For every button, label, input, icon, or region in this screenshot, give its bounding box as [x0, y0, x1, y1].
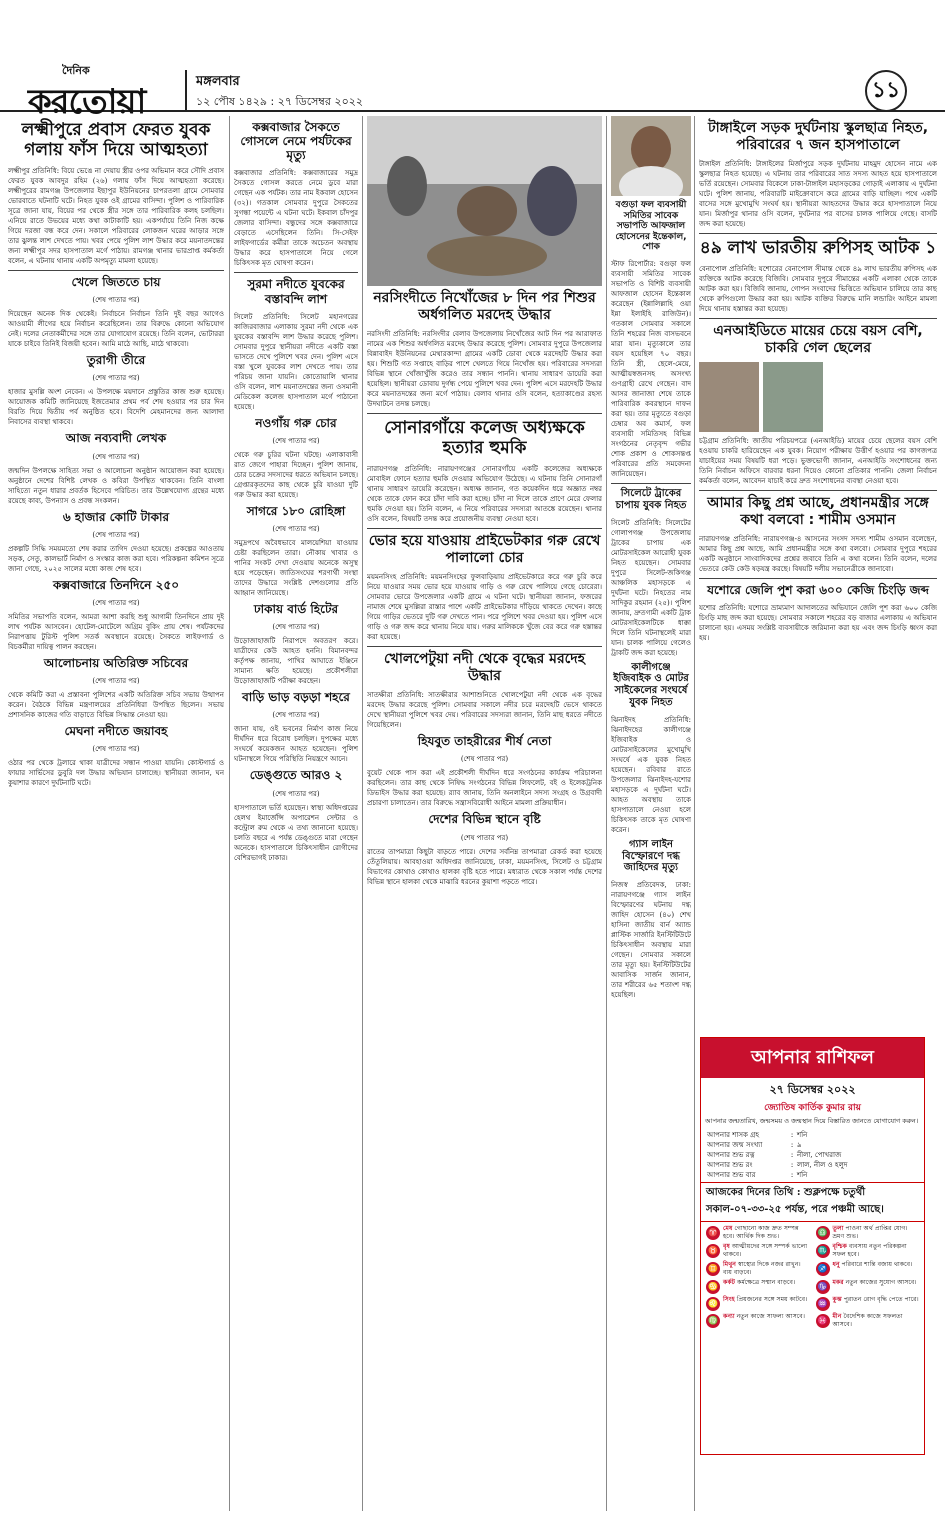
headline: আমার কিছু প্রশ্ন আছে, প্রধানমন্ত্রীর সঙ্গে কথা বলবো : শামীম ওসমান — [707, 495, 929, 528]
column-5 — [699, 116, 937, 1031]
article-body: থেকে কমিটি করা এ প্রস্তাবনা পুলিশের একটি অতিরিক্ত সচিব সভায় উত্থাপন করেন। বৈঠকে বিভিন্ন মন্ত্রণালয়ের প্রতিনিধিরা উপস্থিত ছিলেন। সভায় প্রশাসনিক কাজের গতি বাড়াতে বিভিন্ন সিদ্ধান্ত নেওয়া হয়। — [8, 691, 224, 720]
article-body: হাজার মুসল্লি অংশ নেবেন। এ উপলক্ষে ময়দানে প্রস্তুতির কাজ শুরু হয়েছে। আয়োজক কমিটি জানিয়েছে ইজতেমার প্রথম পর্ব শেষ হওয়ার পর চার দিন বিরতি দিয়ে দ্বিতীয় পর্ব অনুষ্ঠিত হবে। বিদেশি মেহমানদের জন্য আলাদা নিবাসের ব্যবস্থা থাকবে। — [8, 388, 224, 427]
divider — [8, 270, 224, 271]
continued-label: (শেষ পাতার পর) — [460, 833, 509, 842]
article-body: নারায়ণগঞ্জ প্রতিনিধি: নারায়ণগঞ্জের সোনারগাঁয়ে একটি কলেজের অধ্যক্ষকে মোবাইল ফোনে হত্যার হুমকি দেওয়ার অভিযোগ উঠেছে। এ ঘটনায় তিনি সোনারগাঁ থানায় সাধারণ ডায়েরি করেছেন। অধ্যক্ষ জানান, গত কয়েকদিন ধরে অজ্ঞাত নম্বর থেকে তাকে ফোন করে চাঁদা দাবি করা হচ্ছে। চাঁদা না দিলে তাকে প্রাণে মেরে ফেলার হুমকি দেওয়া হয়। তিনি বলেন, এ নিয়ে পরিবারের সদস্যরা আতঙ্কে রয়েছেন। থানার ওসি বলেন, বিষয়টি তদন্ত করে প্রয়োজনীয় ব্যবস্থা নেওয়া হবে। — [367, 465, 602, 524]
astrologer-name: জ্যোতিষ কার্তিক কুমার রায় — [764, 1103, 861, 1113]
article-body: জন্মদিন উপলক্ষে সাহিত্য সভা ও আলোচনা অনুষ্ঠান আয়োজন করা হয়েছে। অনুষ্ঠানে দেশের বিশিষ্ট লেখক ও কবিরা উপস্থিত থাকবেন। তিনি বাংলা সাহিত্যে নতুন ধারার প্রবর্তক হিসেবে পরিচিত। তার উল্লেখযোগ্য গ্রন্থের মধ্যে রয়েছে কাব্য, উপন্যাস ও প্রবন্ধ সংকলন। — [8, 466, 224, 505]
headline: সাগরে ১৮০ রোহিঙ্গা — [246, 503, 346, 518]
headline: নওগাঁয় গরু চোর — [255, 415, 337, 430]
news-photo — [367, 116, 602, 286]
zodiac-item: ♈ মেষ গোছানো কাজ দ্রুত সম্পন্ন হবে। আর্থিক দিক শুভ। — [706, 1225, 810, 1241]
headline: বাড়ি ভাড় বড়ড়া শহরে — [242, 690, 350, 705]
continued-label: (শেষ পাতার পর) — [272, 789, 320, 798]
article-body: উড়োজাহাজটি নিরাপদে অবতরণ করে। যাত্রীদের কেউ আহত হননি। বিমানবন্দর কর্তৃপক্ষ জানায়, পাখির আঘাতে ইঞ্জিনে সামান্য ক্ষতি হয়েছে। প্রকৌশলীরা উড়োজাহাজটি পরীক্ষা করছেন। — [234, 637, 358, 686]
libra-icon: ♎ — [816, 1226, 830, 1240]
column-1 — [8, 116, 224, 1511]
article-body: স্টাফ রিপোর্টার: বগুড়া ফল ব্যবসায়ী সমিতির সাবেক সভাপতি ও বিশিষ্ট ব্যবসায়ী আফজাল হোসেন ইন্তেকাল করেছেন (ইন্নালিল্লাহি ওয়া ইন্না ইলাইহি রাজিউন)। গতকাল সোমবার সকালে তিনি শহরের নিজ বাসভবনে মারা যান। মৃত্যুকালে তার বয়স হয়েছিল ৭০ বছর। তিনি স্ত্রী, ছেলে-মেয়ে, আত্মীয়স্বজনসহ অসংখ্য গুণগ্রাহী রেখে গেছেন। বাদ আসর জানাজা শেষে তাকে পারিবারিক কবরস্থানে দাফন করা হয়। তার মৃত্যুতে বগুড়া চেম্বার অব কমার্স, ফল ব্যবসায়ী সমিতিসহ বিভিন্ন সংগঠনের নেতৃবৃন্দ গভীর শোক প্রকাশ ও শোকসন্তপ্ত পরিবারের প্রতি সমবেদনা জানিয়েছেন। — [611, 260, 691, 479]
article-body: জানা যায়, ওই ভবনের নির্মাণ কাজ নিয়ে দীর্ঘদিন ধরে বিরোধ চলছিল। দুপক্ষের মধ্যে সংঘর্ষে কয়েকজন আহত হয়েছেন। পুলিশ ঘটনাস্থলে গিয়ে পরিস্থিতি নিয়ন্ত্রণে আনে। — [234, 725, 358, 764]
article-body: লক্ষ্মীপুর প্রতিনিধি: বিয়ে ভেঙে না দেয়ায় স্ত্রীর ওপর অভিমান করে সৌদি প্রবাস ফেরত যুবক আবদুর রহিম (২৬) গলায় ফাঁস দিয়ে আত্মহত্যা করেছে। লক্ষ্মীপুরের রামগঞ্জ উপজেলার ইছাপুর ইউনিয়নের চাপরতলা গ্রামে সোমবার ভোরবাতে ঘটনাটি ঘটে। নিহত যুবক ওই গ্রামের বাসিন্দা। পুলিশ ও পারিবারিক সূত্রে জানা যায়, বিয়ের পর থেকে স্ত্রীর সঙ্গে তার পারিবারিক কলহ চলছিল। এনিয়ে রাতে উভয়ের মধ্যে কথা কাটাকাটি হয়। একপর্যায়ে তিনি নিজ কক্ষে গিয়ে দরজা বন্ধ করে দেন। সকালে পরিবারের লোকজন ঘরের আড়ার সঙ্গে তার ঝুলন্ত লাশ দেখতে পায়। খবর পেয়ে পুলিশ লাশ উদ্ধার করে ময়নাতদন্তের জন্য লক্ষ্মীপুর সদর হাসপাতাল মর্গে পাঠায়। রামগঞ্জ থানার ভারপ্রাপ্ত কর্মকর্তা বলেন, এ ঘটনায় থানায় একটি অপমৃত্যু মামলা হয়েছে। — [8, 167, 224, 266]
zodiac-item: ♍ কন্যা নতুন কাজে সাফল্য আসবে। — [706, 1313, 810, 1329]
page-number: ১১ — [865, 70, 907, 112]
headline: ডেঙ্গুতে আরও ২ — [249, 768, 343, 783]
article-body: ওঠার পর থেকে ট্রলারে থাকা যাত্রীদের সন্ধান পাওয়া যায়নি। কোস্টগার্ড ও ফায়ার সার্ভিসের ডুবুরি দল উদ্ধার অভিযান চালাচ্ছে। স্থানীয়রা জানান, ঘন কুয়াশার কারণে দুর্ঘটনাটি ঘটে। — [8, 759, 224, 788]
divider — [611, 483, 691, 484]
headline: গ্যাস লাইন বিস্ফোরণে দগ্ধ জাহিদের মৃত্যু — [622, 838, 680, 874]
tithi-line: আজকের দিনের তিথি : শুক্লপক্ষে চতুর্থী সকাল-০৭-৩৩-২৫ পর্যন্ত, পরে পঞ্চমী আছে। — [701, 1182, 924, 1222]
zodiac-item: ♏ বৃশ্চিক ব্যবসায় নতুন পরিকল্পনা সফল হবে। — [816, 1243, 920, 1259]
article-body: নিজস্ব প্রতিবেদক, ঢাকা: নারায়ণগঞ্জে গ্যাস লাইন বিস্ফোরণের ঘটনায় দগ্ধ জাহিদ হোসেন (৪০) শেখ হাসিনা জাতীয় বার্ন অ্যান্ড প্লাস্টিক সার্জারি ইনস্টিটিউটে চিকিৎসাধীন অবস্থায় মারা গেছেন। সোমবার সকালে তার মৃত্যু হয়। ইনস্টিটিউটের আবাসিক সার্জন জানান, তার শরীরের ৬৫ শতাংশ দগ্ধ হয়েছিল। — [611, 881, 691, 1000]
headline: ঢাকায় বার্ড হিটের — [253, 602, 339, 617]
continued-label: (শেষ পাতার পর) — [92, 374, 140, 383]
headline: কক্সবাজারে তিনদিনে ২৫০ — [52, 577, 180, 592]
article-body: ঝিনাইদহ প্রতিনিধি: ঝিনাইদহের কালীগঞ্জে ইজিবাইক ও মোটরসাইকেলের মুখোমুখি সংঘর্ষে এক যুবক নিহত হয়েছেন। রবিবার রাতে উপজেলার ঝিনাইদহ-যশোর মহাসড়কে এ দুর্ঘটনা ঘটে। আহত অবস্থায় তাকে হাসপাতালে নেওয়া হলে চিকিৎসক তাকে মৃত ঘোষণা করেন। — [611, 715, 691, 834]
divider — [699, 578, 937, 579]
continued-label: (শেষ পাতার পর) — [92, 598, 140, 607]
zodiac-item: ♋ কর্কট কর্মক্ষেত্রে সম্মান বাড়বে। — [706, 1279, 810, 1294]
headline: তুরাগী তীরে — [86, 353, 146, 368]
continued-label: (শেষ পাতার পর) — [460, 755, 509, 764]
article-body: ময়মনসিংহ প্রতিনিধি: ময়মনসিংহের ফুলবাড়িয়ায় প্রাইভেটকারে করে গরু চুরি করে নিয়ে যাওয়ার সময় ভোর হয়ে যাওয়ায় গাড়ি ও গরু রেখে পালিয়ে গেছে চোরেরা। সোমবার ভোরে উপজেলার একটি গ্রামে এ ঘটনা ঘটে। স্থানীয়রা জানান, ফজরের নামাজ শেষে মুসল্লিরা রাস্তার পাশে একটি প্রাইভেটকার দাঁড়িয়ে থাকতে দেখেন। কাছে গিয়ে গাড়ির ভেতরে দুটি গরু দেখতে পান। পরে পুলিশে খবর দেওয়া হয়। পুলিশ এসে গাড়ি ও গরু জব্দ করে থানায় নিয়ে যায়। গরুর মালিককে খুঁজে বের করে গরু হস্তান্তর করা হয়েছে। — [367, 573, 602, 642]
gemini-icon: ♊ — [706, 1262, 720, 1276]
headline: সুরমা নদীতে যুবকের বস্তাবন্দি লাশ — [247, 277, 345, 306]
headline: যশোরে জেলি পুশ করা ৬০০ কেজি চিংড়ি জব্দ — [707, 583, 929, 598]
continued-label: (শেষ পাতার পর) — [272, 711, 320, 720]
divider — [699, 233, 937, 234]
article-body: টাঙ্গাইল প্রতিনিধি: টাঙ্গাইলের মির্জাপুরে সড়ক দুর্ঘটনায় মাহমুদ হোসেন নামে এক স্কুলছাত্র নিহত হয়েছে। এ ঘটনায় তার পরিবারের সাত সদস্য আহত হয়ে হাসপাতালে ভর্তি রয়েছেন। সোমবার বিকেলে ঢাকা-টাঙ্গাইল মহাসড়কের গোড়াই এলাকায় এ দুর্ঘটনা ঘটে। পুলিশ জানায়, পরিবারটি মাইক্রোবাসে করে গ্রামের বাড়ি যাচ্ছিল। পথে একটি বাসের সঙ্গে মুখোমুখি সংঘর্ষ হয়। স্থানীয়রা আহতদের উদ্ধার করে হাসপাতালে নিয়ে যান। মির্জাপুর থানার ওসি বলেন, দুর্ঘটনার পর বাসের চালক পালিয়ে গেছে। বাসটি জব্দ করা হয়েছে। — [699, 160, 937, 229]
headline: এনআইডিতে মায়ের চেয়ে বয়স বেশি, চাকরি গেল ছেলের — [713, 323, 923, 356]
table-row: আপনার শুভ বার : শনি — [707, 1171, 808, 1179]
news-photo — [763, 362, 823, 432]
continued-label: (শেষ পাতার পর) — [92, 452, 140, 461]
divider — [367, 646, 602, 647]
leo-icon: ♌ — [706, 1297, 720, 1311]
horoscope-date: ২৭ ডিসেম্বর ২০২২ — [769, 1083, 856, 1096]
article-body: সিলেট প্রতিনিধি: সিলেটের গোলাপগঞ্জ উপজেলায় ট্রাকের চাপায় এক মোটরসাইকেল আরোহী যুবক নিহত হয়েছেন। সোমবার দুপুরে সিলেট-জকিগঞ্জ আঞ্চলিক মহাসড়কে এ দুর্ঘটনা ঘটে। নিহতের নাম সাদিকুর রহমান (২৫)। পুলিশ জানায়, দ্রুতগামী একটি ট্রাক মোটরসাইকেলটিকে ধাক্কা দিলে তিনি ঘটনাস্থলেই মারা যান। চালক পালিয়ে গেলেও ট্রাকটি জব্দ করা হয়েছে। — [611, 518, 691, 657]
day-name: মঙ্গলবার — [196, 74, 240, 89]
column-2 — [234, 116, 358, 1511]
article-body: নারায়ণগঞ্জ প্রতিনিধি: নারায়ণগঞ্জ-৪ আসনের সংসদ সদস্য শামীম ওসমান বলেছেন, আমার কিছু প্রশ্ন আছে, আমি প্রধানমন্ত্রীর সঙ্গে কথা বলবো। সোমবার দুপুরে শহরের একটি অনুষ্ঠানে সাংবাদিকদের প্রশ্নের জবাবে তিনি এ কথা বলেন। তিনি বলেন, দলের ভেতরে কেউ কেউ ষড়যন্ত্র করছে। বিষয়টি দলীয় সভানেত্রীকে জানাবো। — [699, 535, 937, 574]
column-divider — [362, 116, 363, 1511]
column-divider — [606, 116, 607, 1511]
continued-label: (শেষ পাতার পর) — [272, 525, 320, 534]
article-body: সিলেট প্রতিনিধি: সিলেট মহানগরের কাজিরবাজার এলাকায় সুরমা নদী থেকে এক যুবকের বস্তাবন্দি লাশ উদ্ধার করেছে পুলিশ। সোমবার দুপুরে স্থানীয়রা নদীতে একটি বস্তা ভাসতে দেখে পুলিশে খবর দেন। পুলিশ এসে বস্তা খুলে যুবকের লাশ দেখতে পায়। তার পরিচয় জানা যায়নি। কোতোয়ালি থানার ওসি বলেন, লাশ ময়নাতদন্তের জন্য ওসমানী মেডিকেল কলেজ হাসপাতাল মর্গে পাঠানো হয়েছে। — [234, 312, 358, 411]
continued-label: (শেষ পাতার পর) — [92, 296, 140, 305]
table-row: আপনার জন্ম সংখ্যা : ৯ — [707, 1141, 802, 1149]
capricorn-icon: ♑ — [816, 1280, 830, 1294]
headline: সোনারগাঁয়ে কলেজ অধ্যক্ষকে হত্যার হুমকি — [384, 418, 585, 459]
headline: আজ নব্যবাদী লেখক — [65, 431, 167, 446]
continued-label: (শেষ পাতার পর) — [272, 436, 320, 445]
continued-label: (শেষ পাতার পর) — [92, 745, 140, 754]
virgo-icon: ♍ — [706, 1314, 720, 1328]
divider — [367, 528, 602, 529]
article-body: প্রকল্পটি সিদ্ধি সময়মতো শেষ করার তাগিদ দেওয়া হয়েছে। প্রকল্পের আওতায় সড়ক, সেতু, কালভার্ট নির্মাণ ও সংস্কার কাজ করা হবে। পরিকল্পনা কমিশন সূত্রে জানা গেছে, ২০২৫ সালের মধ্যে কাজ শেষ হবে। — [8, 544, 224, 573]
article-body: সমিতির সভাপতি বলেন, আমরা আশা করছি শুধু আগামী তিনদিনে প্রায় দুই লাখ পর্যটক আসবেন। হোটেল-মোটেলে অগ্রিম বুকিং প্রায় শেষ। পর্যটকদের নিরাপত্তায় টুরিস্ট পুলিশ সতর্ক অবস্থানে রয়েছে। সৈকতে লাইফগার্ড ও বিচকর্মীরা দায়িত্ব পালন করছেন। — [8, 612, 224, 651]
headline: টাঙ্গাইলে সড়ক দুর্ঘটনায় স্কুলছাত্র নিহত, পরিবারের ৭ জন হাসপাতালে — [707, 120, 929, 153]
article-body: রাতের তাপমাত্রা কিছুটা বাড়তে পারে। দেশের সর্বনিম্ন তাপমাত্রা রেকর্ড করা হয়েছে তেঁতুলিয়ায়। আবহাওয়া অধিদপ্তর জানিয়েছে, ঢাকা, ময়মনসিংহ, সিলেট ও চট্টগ্রাম বিভাগের কোথাও কোথাও হালকা বৃষ্টি হতে পারে। মধ্যরাত থেকে সকাল পর্যন্ত দেশের বিভিন্ন স্থানে হালকা থেকে মাঝারি ধরনের কুয়াশা পড়তে পারে। — [367, 847, 602, 886]
article-body: সমুদ্রপথে অবৈধভাবে মালয়েশিয়া যাওয়ার চেষ্টা করছিলেন তারা। নৌকায় খাবার ও পানির সংকট দেখা দেওয়ায় অনেকে অসুস্থ হয়ে পড়েছেন। জাতিসংঘের শরণার্থী সংস্থা তাদের উদ্ধারে সংশ্লিষ্ট দেশগুলোর প্রতি আহ্বান জানিয়েছে। — [234, 539, 358, 598]
zodiac-item: ♎ তুলা পাওনা অর্থ প্রাপ্তির যোগ। ভ্রমণ শুভ। — [816, 1225, 920, 1241]
continued-label: (শেষ পাতার পর) — [92, 677, 140, 686]
headline: আলোচনায় অতিরিক্ত সচিবের — [43, 655, 189, 670]
headline: মেঘনা নদীতে জয়াবহ — [64, 724, 168, 739]
headline: কালীগঞ্জে ইজিবাইক ও মোটর সাইকেলের সংঘর্ষে যুবক নিহত — [613, 661, 689, 709]
headline: খোলপেটুয়া নদী থেকে বৃদ্ধের মরদেহ উদ্ধার — [383, 651, 585, 684]
sagittarius-icon: ♐ — [816, 1262, 830, 1276]
headline: দেশের বিভিন্ন স্থানে বৃষ্টি — [428, 812, 541, 827]
zodiac-item: ♑ মকর নতুন কাজের সুযোগ আসবে। — [816, 1279, 920, 1294]
zodiac-item: ♓ মীন বৈদেশিক কাজে সফলতা আসবে। — [816, 1313, 920, 1329]
headline: সিলেটে ট্রাকের চাপায় যুবক নিহত — [615, 488, 687, 511]
news-photo — [699, 362, 759, 432]
zodiac-item: ♐ ধনু পরিবারে শান্তি বজায় থাকবে। — [816, 1261, 920, 1277]
continued-label: (শেষ পাতার পর) — [272, 623, 320, 632]
newspaper-logo — [28, 64, 178, 122]
article-body: সাতক্ষীরা প্রতিনিধি: সাতক্ষীরার আশাশুনিতে খোলপেটুয়া নদী থেকে এক বৃদ্ধের মরদেহ উদ্ধার করেছে পুলিশ। সোমবার সকালে নদীর চরে মরদেহটি ভেসে থাকতে দেখে স্থানীয়রা পুলিশে খবর দেয়। পরিবারের সদস্যরা জানান, তিনি মাছ ধরতে নদীতে গিয়েছিলেন। — [367, 691, 602, 730]
table-row: আপনার শাসক গ্রহ : শনি — [707, 1131, 808, 1139]
article-body: বুয়েট থেকে পাস করা এই প্রকৌশলী দীর্ঘদিন ধরে সংগঠনের কার্যক্রম পরিচালনা করছিলেন। তার কাছ থেকে নিষিদ্ধ সংগঠনের বিভিন্ন লিফলেট, বই ও ইলেকট্রনিক ডিভাইস উদ্ধার করা হয়েছে। র‍্যাব জানায়, তিনি অনলাইনে সদস্য সংগ্রহ ও উগ্রবাদী প্রচারণা চালাতেন। তার বিরুদ্ধে সন্ত্রাসবিরোধী আইনে মামলা প্রক্রিয়াধীন। — [367, 769, 602, 808]
headline: নরসিংদীতে নিখোঁজের ৮ দিন পর শিশুর অর্ধগলিত মরদেহ উদ্ধার — [373, 290, 596, 323]
divider — [699, 490, 937, 491]
column-4 — [611, 116, 691, 1511]
horoscope-title: আপনার রাশিফল — [701, 1038, 924, 1078]
scorpio-icon: ♏ — [816, 1244, 830, 1258]
headline: ৬ হাজার কোটি টাকার — [62, 509, 170, 524]
portrait-photo — [611, 116, 691, 196]
headline: লক্ষ্মীপুরে প্রবাস ফেরত যুবক গলায় ফাঁস দিয়ে আত্মহত্যা — [21, 120, 211, 161]
logo-main-text: করতোয়া — [28, 82, 146, 122]
masthead — [0, 0, 945, 122]
zodiac-item: ♊ মিথুন স্বাস্থ্যের দিকে নজর রাখুন। ব্যয় বাড়বে। — [706, 1261, 810, 1277]
article-body: বেনাপোল প্রতিনিধি: যশোরের বেনাপোল সীমান্ত থেকে ৪৯ লাখ ভারতীয় রুপিসহ এক ব্যক্তিকে আটক করেছে বিজিবি। সোমবার দুপুরে সীমান্তের একটি এলাকা থেকে তাকে আটক করা হয়। বিজিবি জানায়, গোপন সংবাদের ভিত্তিতে অভিযান চালিয়ে তার কাছ থেকে রুপিগুলো উদ্ধার করা হয়। আটক ব্যক্তির বিরুদ্ধে মানি লন্ডারিং আইনে মামলা দিয়ে থানায় হস্তান্তর করা হয়েছে। — [699, 265, 937, 314]
headline: হিযবুত তাহরীরের শীর্ষ নেতা — [417, 734, 552, 749]
horoscope-box — [700, 1037, 925, 1455]
cancer-icon: ♋ — [706, 1280, 720, 1294]
masthead-divider — [185, 70, 187, 110]
zodiac-item: ♌ সিংহ প্রিয়জনের সঙ্গে সময় কাটবে। — [706, 1296, 810, 1311]
article-body: দিয়েছেন অনেক দিক থেকেই। নির্বাচনে নির্বাচন তিনি দুই বছর আগেও আওয়ামী লীগের হয়ে নির্বাচন করেছিলেন। তার বিরুদ্ধে কোনো অভিযোগ নেই। দলের নেতাকর্মীদের সঙ্গে তার যোগাযোগ রয়েছে। তিনি বলেন, ভোটাররা যাকে চাইবে তিনিই বিজয়ী হবেন। আমি মাঠে আছি, মাঠে থাকবো। — [8, 310, 224, 349]
article-body: নরসিংদী প্রতিনিধি: নরসিংদীর বেলাব উপজেলায় নিখোঁজের আট দিন পর আরাফাত নামের এক শিশুর অর্ধগলিত মরদেহ উদ্ধার করেছে পুলিশ। সোমবার দুপুরে উপজেলার বিন্নাবাইদ ইউনিয়নের মেথারকান্দা গ্রামের একটি ডোবা থেকে মরদেহটি উদ্ধার করা হয়। শিশুটি গত সপ্তাহে বাড়ির পাশে খেলতে গিয়ে নিখোঁজ হয়। পরিবারের সদস্যরা বিভিন্ন স্থানে খোঁজাখুঁজি করেও তার সন্ধান পাননি। থানায় সাধারণ ডায়েরি করা হয়েছিল। স্থানীয়রা ডোবায় দুর্গন্ধ পেয়ে পুলিশে খবর দেন। পুলিশ এসে মরদেহটি উদ্ধার করে ময়নাতদন্তের জন্য মর্গে পাঠায়। বেলাব থানার ওসি বলেন, হত্যাকাণ্ডের রহস্য উদঘাটনে তদন্ত চলছে। — [367, 330, 602, 409]
article-body: থেকে গরু চুরির ঘটনা ঘটছে। এলাকাবাসী রাত জেগে পাহারা দিচ্ছেন। পুলিশ জানায়, চোর চক্রের সদস্যদের ধরতে অভিযান চলছে। গ্রেপ্তারকৃতদের কাছ থেকে চুরি যাওয়া দুটি গরু উদ্ধার করা হয়েছে। — [234, 450, 358, 499]
headline: ভোর হয়ে যাওয়ায় প্রাইভেটকার গরু রেখে পালালো চোর — [368, 533, 601, 566]
taurus-icon: ♉ — [706, 1244, 720, 1258]
article-body: যশোর প্রতিনিধি: যশোরে ভ্রাম্যমাণ আদালতের অভিযানে জেলি পুশ করা ৬০০ কেজি চিংড়ি মাছ জব্দ করা হয়েছে। সোমবার সকালে শহরের বড় বাজার এলাকায় এ অভিযান চালানো হয়। এসময় সংশ্লিষ্ট ব্যবসায়ীকে জরিমানা করা হয় এবং জব্দ চিংড়ি ধ্বংস করা হয়। — [699, 604, 937, 643]
zodiac-item: ♒ কুম্ভ পুরাতন রোগ বৃদ্ধি পেতে পারে। — [816, 1296, 920, 1311]
article-body: চট্টগ্রাম প্রতিনিধি: জাতীয় পরিচয়পত্রে (এনআইডি) মায়ের চেয়ে ছেলের বয়স বেশি হওয়ায় চাকরি হারিয়েছেন এক যুবক। নিয়োগ পরীক্ষায় উত্তীর্ণ হওয়ার পর কাগজপত্র যাচাইয়ের সময় বিষয়টি ধরা পড়ে। ভুক্তভোগী জানান, এনআইডি সংশোধনের জন্য তিনি নির্বাচন অফিসে বারবার ধরনা দিয়েও কোনো প্রতিকার পাননি। জেলা নির্বাচন কর্মকর্তা বলেন, আবেদন যাচাই করে দ্রুত সংশোধনের ব্যবস্থা নেওয়া হবে। — [699, 437, 937, 486]
table-row: আপনার শুভ রত্ন : নীলা, পোখরাজ — [707, 1151, 842, 1159]
date-line: ১২ পৌষ ১৪২৯ : ২৭ ডিসেম্বর ২০২২ — [196, 95, 364, 108]
divider — [699, 318, 937, 319]
divider — [367, 413, 602, 414]
aries-icon: ♈ — [706, 1226, 720, 1240]
column-divider — [694, 116, 695, 1511]
horoscope-intro: আপনার জন্মতারিখ, জন্মসময় ও জন্মস্থান দিয়ে বিস্তারিত জানতে যোগাযোগ করুন। — [705, 1117, 919, 1125]
headline: কক্সবাজার সৈকতে গোসলে নেমে পর্যটকের মৃত্যু — [240, 120, 352, 163]
headline: ৪৯ লাখ ভারতীয় রুপিসহ আটক ১ — [699, 238, 937, 259]
column-3 — [367, 116, 602, 1511]
article-body: কক্সবাজার প্রতিনিধি: কক্সবাজারের সমুদ্র সৈকতে গোসল করতে নেমে ডুবে মারা গেছেন এক পর্যটক। তার নাম ইকবাল হোসেন (৩২)। গতকাল সোমবার দুপুরে সৈকতের সুগন্ধা পয়েন্টে এ ঘটনা ঘটে। ইকবাল চাঁদপুর জেলার বাসিন্দা। বন্ধুদের সঙ্গে কক্সবাজারে বেড়াতে এসেছিলেন তিনি। সি-সেইফ লাইফগার্ডের কর্মীরা তাকে অচেতন অবস্থায় উদ্ধার করে হাসপাতালে নিয়ে গেলে চিকিৎসক মৃত ঘোষণা করেন। — [234, 169, 358, 268]
column-divider — [229, 116, 230, 1511]
headline: খেলে জিততে চায় — [71, 275, 161, 290]
table-row: আপনার শুভ রং : লাল, নীল ও হলুদ — [707, 1161, 848, 1169]
aquarius-icon: ♒ — [816, 1297, 830, 1311]
article-body: হাসপাতালে ভর্তি হয়েছেন। স্বাস্থ্য অধিদপ্তরের হেলথ ইমার্জেন্সি অপারেশন সেন্টার ও কন্ট্রোল রুম থেকে এ তথ্য জানানো হয়েছে। চলতি বছরে এ পর্যন্ত ডেঙ্গুতে মারা গেছেন অনেকে। হাসপাতালে চিকিৎসাধীন রোগীদের বেশিরভাগই ঢাকার। — [234, 803, 358, 862]
pisces-icon: ♓ — [816, 1314, 830, 1328]
zodiac-item: ♉ বৃষ আত্মীয়দের সঙ্গে সম্পর্ক ভালো থাকবে। — [706, 1243, 810, 1259]
horoscope-table — [707, 1130, 918, 1180]
photo-caption: বগুড়া ফল ব্যবসায়ী সমিতির সাবেক সভাপতি আফজাল হোসেনের ইন্তেকাল, শোক — [615, 200, 687, 253]
continued-label: (শেষ পাতার পর) — [92, 530, 140, 539]
zodiac-grid — [701, 1222, 924, 1332]
divider — [234, 272, 358, 273]
logo-small-text: দৈনিক — [62, 64, 90, 77]
